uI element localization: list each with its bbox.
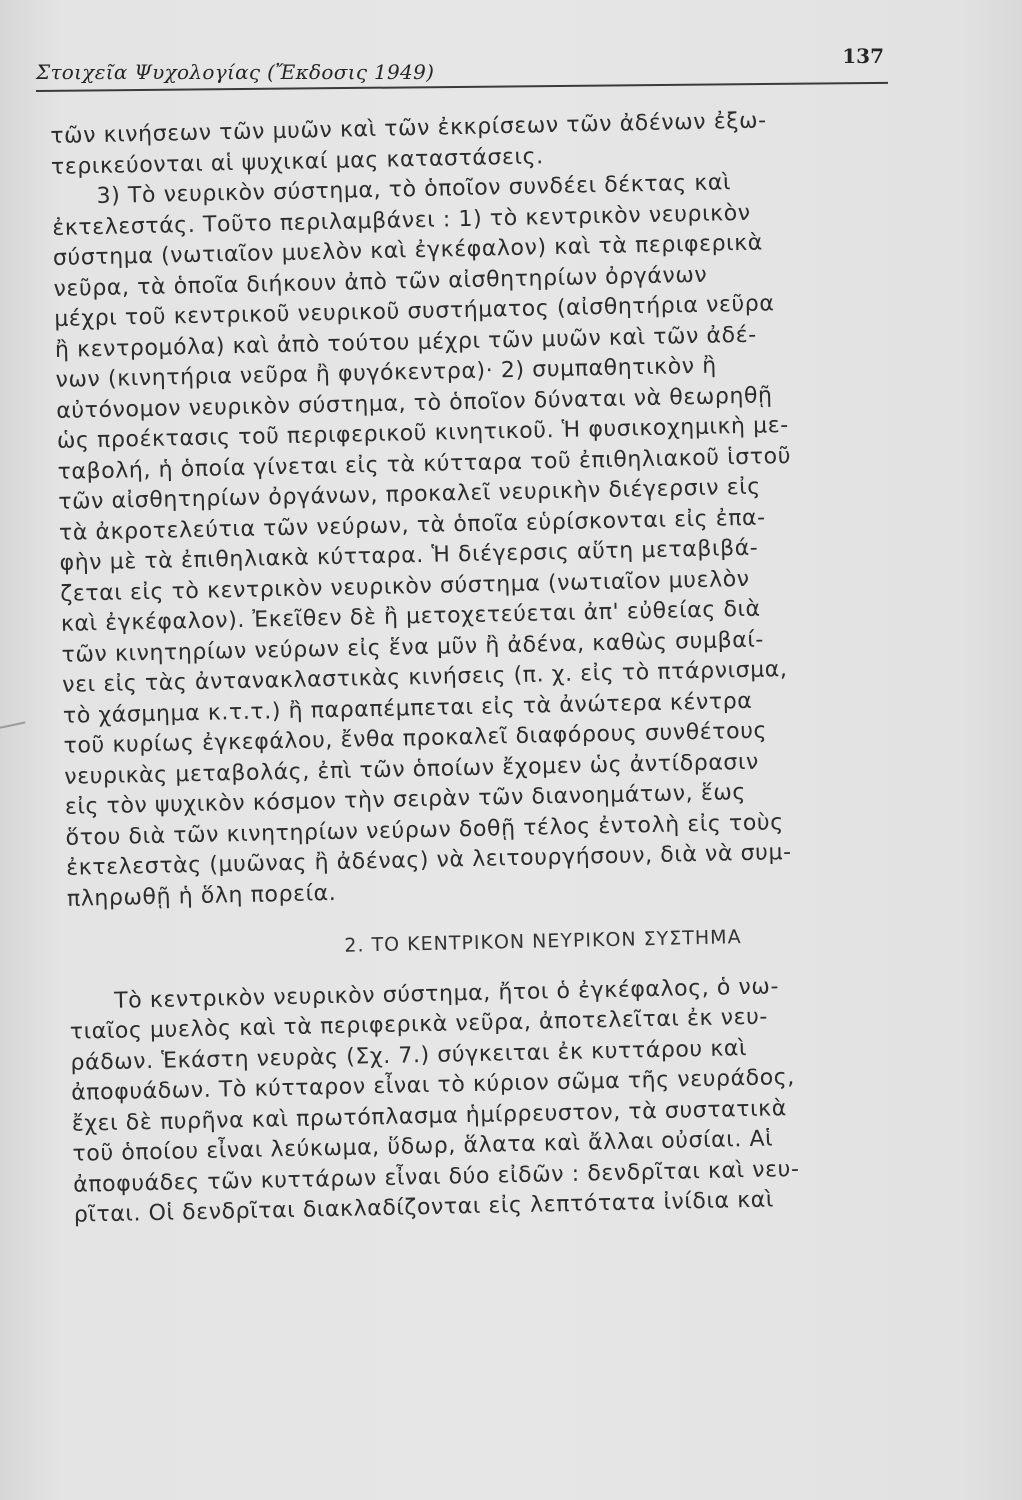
text-line: τιαῖος μυελὸς καὶ τὰ περιφερικὰ νεῦρα, ἀποτελεῖται ἐκ νευ- (69, 1004, 769, 1045)
text-line: τῶν κινητηρίων νεύρων εἰς ἕνα μῦν ἢ ἀδένα, καθὼς συμβαί- (61, 627, 765, 668)
running-head: Στοιχεῖα Ψυχολογίας (Ἔκδοσις 1949) (36, 60, 435, 84)
text-line: ὅτου διὰ τῶν κινητηρίων νεύρων δοθῇ τέλος ἐντολὴ εἰς τοὺς (65, 809, 784, 851)
text-line: νεῦρα, τὰ ὁποῖα διήκουν ἀπὸ τῶν αἰσθητηρίων ὀργάνων (53, 262, 708, 302)
text-line: ζεται εἰς τὸ κεντρικὸν νευρικὸν σύστημα (νωτιαῖον μυελὸν (60, 566, 750, 607)
section-heading: 2. ΤΟ ΚΕΝΤΡΙΚΟΝ ΝΕΥΡΙΚΟΝ ΣΥΣΤΗΜΑ (344, 926, 742, 957)
text-line: ἀποφυάδες τῶν κυττάρων εἶναι δύο εἰδῶν : δενδρῖται καὶ νευ- (72, 1156, 800, 1198)
text-line: ἐκτελεστάς. Τοῦτο περιλαμβάνει : 1) τὸ κεντρικὸν νευρικὸν (52, 200, 751, 241)
text-line: τερικεύονται αἱ ψυχικαί μας καταστάσεις. (50, 143, 544, 180)
text-line: φὴν μὲ τὰ ἐπιθηλιακὰ κύτταρα. Ἡ διέγερσις αὕτη μεταβιβά- (59, 535, 759, 576)
text-line: ὡς προέκτασις τοῦ περιφερικοῦ κινητικοῦ. Ἡ φυσικοχημικὴ με- (56, 412, 790, 454)
text-line: ράδων. Ἑκάστη νευρὰς (Σχ. 7.) σύγκειται ἐκ κυττάρου καὶ (70, 1035, 748, 1076)
text-line: εἰς τὸν ψυχικὸν κόσμον τὴν σειρὰν τῶν διανοημάτων, ἕως (64, 779, 747, 820)
text-line: σύστημα (νωτιαῖον μυελὸν καὶ ἐγκέφαλον) καὶ τὰ περιφερικὰ (52, 230, 764, 271)
text-line: αὐτόνομον νευρικὸν σύστημα, τὸ ὁποῖον δύναται νὰ θεωρηθῇ (56, 382, 773, 424)
text-line: πληρωθῇ ἡ ὅλη πορεία. (66, 880, 337, 912)
text-line: τῶν αἰσθητηρίων ὀργάνων, προκαλεῖ νευρικὴν διέγερσιν εἰς (58, 474, 762, 515)
page-number: 137 (842, 44, 884, 68)
text-line: τὰ ἀκροτελεύτια τῶν νεύρων, τὰ ὁποῖα εὑρίσκονται εἰς ἐπα- (58, 504, 766, 546)
page-header (36, 44, 886, 92)
text-line: ἐκτελεστὰς (μυῶνας ἢ ἀδένας) νὰ λειτουργήσουν, διὰ νὰ συμ- (66, 839, 792, 881)
text-line: ταβολή, ἡ ὁποία γίνεται εἰς τὰ κύτταρα τοῦ ἐπιθηλιακοῦ ἱστοῦ (57, 443, 792, 485)
text-line: ἔχει δὲ πυρῆνα καὶ πρωτόπλασμα ἡμίρρευστον, τὰ συστατικὰ (71, 1095, 788, 1137)
text-line: ρῖται. Οἱ δενδρῖται διακλαδίζονται εἰς λεπτότατα ἰνίδια καὶ (73, 1187, 775, 1228)
text-line: μέχρι τοῦ κεντρικοῦ νευρικοῦ συστήματος (αἰσθητήρια νεῦρα (54, 291, 775, 332)
text-line: τὸ χάσμημα κ.τ.τ.) ἢ παραπέμπεται εἰς τὰ ἀνώτερα κέντρα (62, 688, 753, 729)
text-line: καὶ ἐγκέφαλον). Ἐκεῖθεν δὲ ἢ μετοχετεύεται ἀπ' εὐθείας διὰ (60, 596, 761, 637)
margin-mark (0, 721, 26, 732)
text-line: ἢ κεντρομόλα) καὶ ἀπὸ τούτου μέχρι τῶν μυῶν καὶ τῶν ἀδέ- (54, 322, 757, 363)
text-line: τοῦ κυρίως ἐγκεφάλου, ἔνθα προκαλεῖ διαφόρους συνθέτους (63, 718, 768, 759)
paragraph-first-line: Τὸ κεντρικὸν νευρικὸν σύστημα, ἤτοι ὁ ἐγκέφαλος, ὁ νω- (113, 973, 780, 1014)
text-line: νευρικὰς μεταβολάς, ἐπὶ τῶν ὁποίων ἔχομεν ὡς ἀντίδρασιν (64, 749, 760, 790)
text-line: τῶν κινήσεων τῶν μυῶν καὶ τῶν ἐκκρίσεων τῶν ἀδένων ἐξω- (50, 108, 767, 149)
paragraph-first-line: 3) Τὸ νευρικὸν σύστημα, τὸ ὁποῖον συνδέει δέκτας καὶ (96, 170, 732, 209)
text-line: τοῦ ὁποίου εἶναι λεύκωμα, ὕδωρ, ἅλατα καὶ ἄλλαι οὐσίαι. Αἱ (72, 1126, 774, 1167)
body-text (50, 103, 954, 1231)
text-line: νων (κινητήρια νεῦρα ἢ φυγόκεντρα)· 2) συμπαθητικὸν ἢ (55, 353, 718, 393)
text-line: ἀποφυάδων. Τὸ κύτταρον εἶναι τὸ κύριον σῶμα τῆς νευράδος, (70, 1064, 796, 1106)
text-line: νει εἰς τὰς ἀντανακλαστικὰς κινήσεις (π. χ. εἰς τὸ πτάρνισμα, (62, 657, 788, 698)
